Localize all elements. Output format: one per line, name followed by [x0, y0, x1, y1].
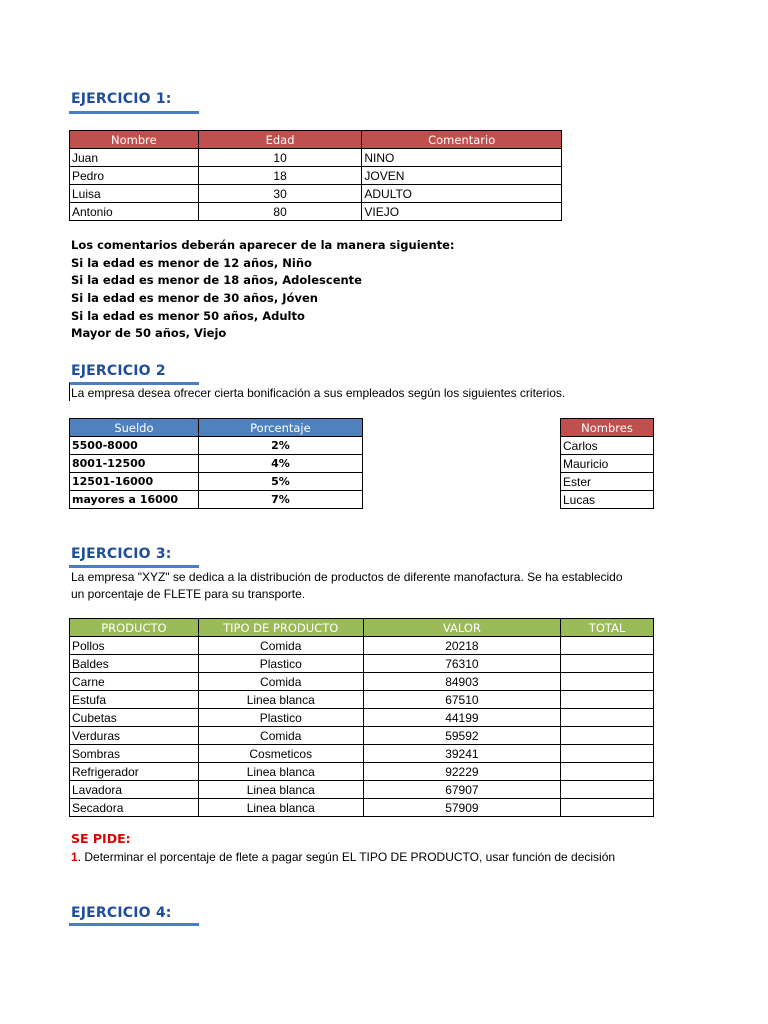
ejercicio-1-underline [69, 111, 199, 114]
table-row [70, 799, 654, 817]
cell-nombre[interactable]: Pedro [70, 167, 199, 185]
cell-producto[interactable]: Secadora [70, 799, 199, 817]
ejercicio-2-underline [69, 382, 199, 385]
ejercicio-4-title: EJERCICIO 4: [71, 905, 172, 921]
table-row [70, 673, 654, 691]
cell-porcentaje[interactable]: 4% [198, 455, 362, 473]
cell-sueldo[interactable]: mayores a 16000 [70, 491, 199, 509]
cell-producto[interactable]: Sombras [70, 745, 199, 763]
table-row [70, 203, 562, 221]
cell-total[interactable] [561, 691, 654, 709]
ejercicio-3-description-line-2[interactable]: un porcentaje de FLETE para su transporte. [71, 587, 306, 601]
cell-nombre[interactable]: Antonio [70, 203, 199, 221]
table-row [561, 437, 654, 455]
cell-valor[interactable]: 67510 [363, 691, 560, 709]
cell-total[interactable] [561, 781, 654, 799]
table-row [70, 763, 654, 781]
cell-tipo[interactable]: Linea blanca [198, 691, 363, 709]
cell-nombre[interactable]: Luisa [70, 185, 199, 203]
table-row [70, 455, 363, 473]
cell-total[interactable] [561, 673, 654, 691]
cell-producto[interactable]: Estufa [70, 691, 199, 709]
ejercicio-2-description[interactable]: La empresa desea ofrecer cierta bonificación a sus empleados según los siguientes criterios. [71, 386, 566, 400]
ejercicio-3-task[interactable] [71, 850, 655, 864]
cell-valor[interactable]: 39241 [363, 745, 560, 763]
header-nombre[interactable]: Nombre [70, 131, 199, 149]
cell-edad[interactable]: 80 [198, 203, 362, 221]
cell-valor[interactable]: 84903 [363, 673, 560, 691]
cell-tipo[interactable]: Comida [198, 673, 363, 691]
ejercicio-1-table [69, 130, 562, 221]
cell-edad[interactable]: 18 [198, 167, 362, 185]
cell-total[interactable] [561, 637, 654, 655]
table-row [70, 185, 562, 203]
cell-producto[interactable]: Lavadora [70, 781, 199, 799]
ejercicio-3-title: EJERCICIO 3: [71, 546, 172, 562]
header-total[interactable]: TOTAL [561, 619, 654, 637]
table-row [561, 473, 654, 491]
header-comentario[interactable]: Comentario [362, 131, 562, 149]
cell-total[interactable] [561, 655, 654, 673]
table-row [70, 691, 654, 709]
cell-edad[interactable]: 10 [198, 149, 362, 167]
ejercicio-3-underline [69, 565, 199, 568]
task-number: 1 [71, 850, 78, 864]
ejercicio-1-title: EJERCICIO 1: [71, 91, 172, 107]
cell-edad[interactable]: 30 [198, 185, 362, 203]
cell-tipo[interactable]: Comida [198, 727, 363, 745]
table-row [70, 655, 654, 673]
cell-producto[interactable]: Pollos [70, 637, 199, 655]
table-header-row [70, 131, 562, 149]
note-line: Si la edad es menor de 30 años, Jóven [71, 291, 318, 306]
header-sueldo[interactable]: Sueldo [70, 419, 199, 437]
cell-tipo[interactable]: Linea blanca [198, 781, 363, 799]
note-line: Mayor de 50 años, Viejo [71, 326, 227, 341]
cell-valor[interactable]: 92229 [363, 763, 560, 781]
cell-total[interactable] [561, 745, 654, 763]
cell-producto[interactable]: Baldes [70, 655, 199, 673]
task-text: . Determinar el porcentaje de flete a pagar según EL TIPO DE PRODUCTO, usar función de decisión [77, 850, 616, 864]
header-valor[interactable]: VALOR [363, 619, 560, 637]
cell-sueldo[interactable]: 12501-16000 [70, 473, 199, 491]
table-row [70, 167, 562, 185]
table-row [70, 781, 654, 799]
cell-porcentaje[interactable]: 5% [198, 473, 362, 491]
note-line: Si la edad es menor de 12 años, Niño [71, 255, 312, 270]
ejercicio-2-title: EJERCICIO 2 [71, 363, 166, 379]
cell-comentario[interactable]: NINO [362, 149, 562, 167]
header-producto[interactable]: PRODUCTO [70, 619, 199, 637]
cell-porcentaje[interactable]: 7% [198, 491, 362, 509]
cell-sueldo[interactable]: 8001-12500 [70, 455, 199, 473]
cell-total[interactable] [561, 709, 654, 727]
note-line: Si la edad es menor de 18 años, Adolescente [71, 273, 362, 288]
cell-tipo[interactable]: Linea blanca [198, 799, 363, 817]
cell-comentario[interactable]: ADULTO [362, 185, 562, 203]
cell-producto[interactable]: Refrigerador [70, 763, 199, 781]
cell-nombre[interactable]: Ester [561, 473, 654, 491]
table-header-row [70, 619, 654, 637]
cell-producto[interactable]: Verduras [70, 727, 199, 745]
cell-producto[interactable]: Cubetas [70, 709, 199, 727]
cell-total[interactable] [561, 727, 654, 745]
cell-tipo[interactable]: Plastico [198, 709, 363, 727]
table-row [70, 491, 363, 509]
cell-nombre[interactable]: Juan [70, 149, 199, 167]
cell-nombre[interactable]: Carlos [561, 437, 654, 455]
cell-tipo[interactable]: Plastico [198, 655, 363, 673]
cell-tipo[interactable]: Cosmeticos [198, 745, 363, 763]
cell-valor[interactable]: 76310 [363, 655, 560, 673]
cell-tipo[interactable]: Linea blanca [198, 763, 363, 781]
table-row [70, 727, 654, 745]
se-pide-label: SE PIDE: [71, 831, 131, 846]
cell-valor[interactable]: 59592 [363, 727, 560, 745]
cell-nombre[interactable]: Mauricio [561, 455, 654, 473]
note-line: Los comentarios deberán aparecer de la manera siguiente: [71, 238, 455, 252]
cell-total[interactable] [561, 799, 654, 817]
ejercicio-4-underline [69, 923, 199, 926]
table-row [70, 709, 654, 727]
cell-valor[interactable]: 44199 [363, 709, 560, 727]
ejercicio-2-table [69, 418, 363, 509]
text-cursor [69, 383, 70, 401]
table-row [70, 637, 654, 655]
cell-sueldo[interactable]: 5500-8000 [70, 437, 199, 455]
cell-valor[interactable]: 57909 [363, 799, 560, 817]
table-row [70, 473, 363, 491]
table-row [70, 437, 363, 455]
header-tipo-producto[interactable]: TIPO DE PRODUCTO [198, 619, 363, 637]
table-row [70, 745, 654, 763]
ejercicio-3-description-line-1[interactable]: La empresa "XYZ" se dedica a la distribución de productos de diferente manofactura. Se ha establecido [71, 570, 623, 584]
cell-total[interactable] [561, 763, 654, 781]
nombres-table [560, 418, 654, 509]
cell-producto[interactable]: Carne [70, 673, 199, 691]
table-row [561, 455, 654, 473]
ejercicio-3-table [69, 618, 654, 817]
header-porcentaje[interactable]: Porcentaje [198, 419, 362, 437]
cell-comentario[interactable]: VIEJO [362, 203, 562, 221]
cell-tipo[interactable]: Comida [198, 637, 363, 655]
table-header-row [70, 419, 363, 437]
header-edad[interactable]: Edad [198, 131, 362, 149]
table-header-row [561, 419, 654, 437]
cell-nombre[interactable]: Lucas [561, 491, 654, 509]
table-row [70, 149, 562, 167]
cell-valor[interactable]: 67907 [363, 781, 560, 799]
note-line: Si la edad es menor 50 años, Adulto [71, 308, 305, 323]
cell-valor[interactable]: 20218 [363, 637, 560, 655]
cell-porcentaje[interactable]: 2% [198, 437, 362, 455]
ejercicio-1-notes [71, 237, 455, 343]
cell-comentario[interactable]: JOVEN [362, 167, 562, 185]
table-row [561, 491, 654, 509]
header-nombres[interactable]: Nombres [561, 419, 654, 437]
